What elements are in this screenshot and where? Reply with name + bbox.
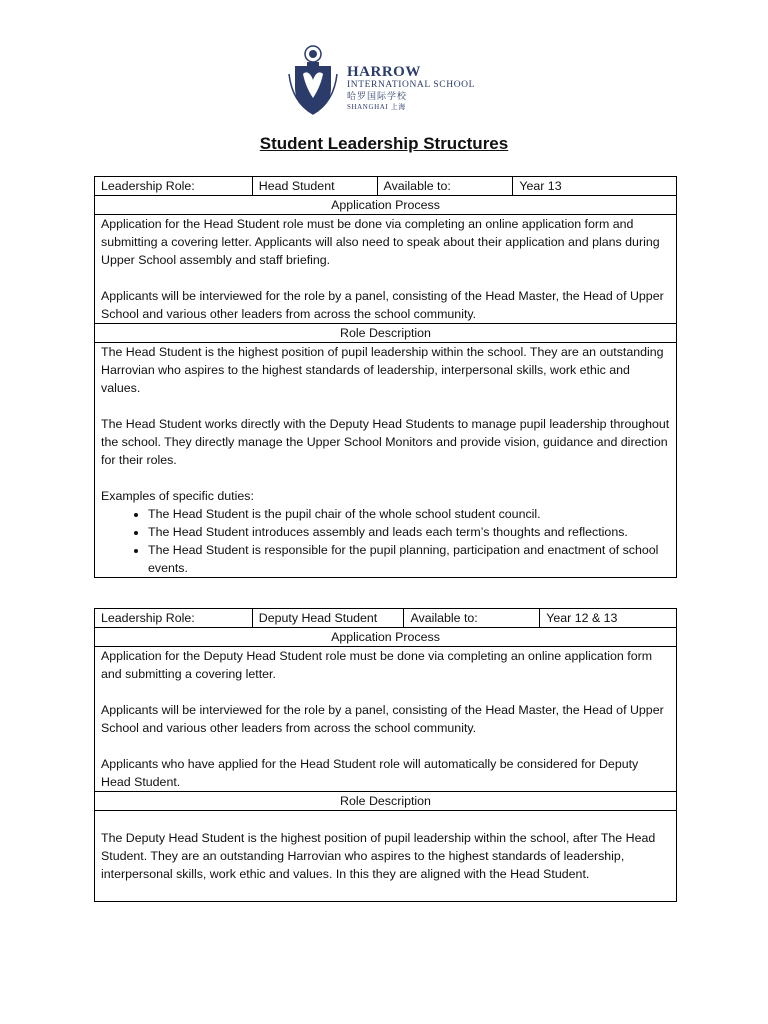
role-description-heading: Role Description <box>95 324 677 343</box>
paragraph: Application for the Deputy Head Student role must be done via completing an online application form and submitting a covering letter. <box>101 649 653 681</box>
application-process-body <box>95 215 677 324</box>
logo-chinese-name: 哈罗国际学校 <box>347 91 408 101</box>
role-value-cell: Deputy Head Student <box>252 609 404 628</box>
table-row <box>95 196 677 215</box>
paragraph: The Head Student is the highest position of pupil leadership within the school. They are an outstanding Harrovian who aspires to the highest standards of leadership, interpersonal skills, work ethic and values. <box>101 345 664 395</box>
available-label-cell: Available to: <box>404 609 540 628</box>
application-process-body <box>95 647 677 792</box>
application-process-heading: Application Process <box>95 628 677 647</box>
table-row <box>95 628 677 647</box>
table-row <box>95 609 677 628</box>
application-process-heading: Application Process <box>95 196 677 215</box>
crest-icon <box>285 44 341 116</box>
role-description-body <box>95 343 677 578</box>
role-description-body <box>95 811 677 902</box>
paragraph: Examples of specific duties: <box>101 489 254 503</box>
available-value-cell: Year 13 <box>513 177 677 196</box>
page-title: Student Leadership Structures <box>259 134 509 153</box>
table-row <box>95 792 677 811</box>
deputy-head-student-table <box>94 608 677 902</box>
duties-list <box>101 505 670 577</box>
head-student-table <box>94 176 677 578</box>
list-item: • The Head Student introduces assembly and leads each term’s thoughts and reflections. <box>148 523 670 541</box>
paragraph: The Deputy Head Student is the highest position of pupil leadership within the school, after The Head Student. They are an outstanding Harrovian who aspires to the highest standards of leadership, interpersonal skills, work ethic and values. In this they are aligned with the Head Student. <box>101 831 656 881</box>
paragraph: Applicants will be interviewed for the role by a panel, consisting of the Head Master, the Head of Upper School and various other leaders from across the school community. <box>101 703 664 735</box>
list-item: • The Head Student is the pupil chair of the whole school student council. <box>148 505 670 523</box>
paragraph: Application for the Head Student role must be done via completing an online application form and submitting a covering letter. Applicants will also need to speak about their application and plans during Upper School assembly and staff briefing. <box>101 217 660 267</box>
table-row <box>95 811 677 902</box>
logo-subtitle: INTERNATIONAL SCHOOL <box>347 80 476 90</box>
table-row <box>95 177 677 196</box>
table-row <box>95 647 677 792</box>
table-row <box>95 343 677 578</box>
table-row <box>95 324 677 343</box>
table-row <box>95 215 677 324</box>
paragraph: Applicants will be interviewed for the role by a panel, consisting of the Head Master, the Head of Upper School and various other leaders from across the school community. <box>101 289 664 321</box>
available-value-cell: Year 12 & 13 <box>540 609 677 628</box>
paragraph: The Head Student works directly with the Deputy Head Students to manage pupil leadership throughout the school. They directly manage the Upper School Monitors and provide vision, guidance and direction for their roles. <box>101 417 670 467</box>
role-description-heading: Role Description <box>95 792 677 811</box>
available-label-cell: Available to: <box>377 177 513 196</box>
paragraph: Applicants who have applied for the Head Student role will automatically be considered for Deputy Head Student. <box>101 757 639 789</box>
role-label-cell: Leadership Role: <box>95 177 253 196</box>
school-logo <box>285 44 495 116</box>
role-value-cell: Head Student <box>252 177 377 196</box>
logo-city: SHANGHAI 上海 <box>347 103 406 111</box>
role-label-cell: Leadership Role: <box>95 609 253 628</box>
list-item: • The Head Student is responsible for the pupil planning, participation and enactment of school events. <box>148 541 670 577</box>
logo-name: HARROW <box>347 64 421 80</box>
logo-wordmark <box>347 64 475 112</box>
